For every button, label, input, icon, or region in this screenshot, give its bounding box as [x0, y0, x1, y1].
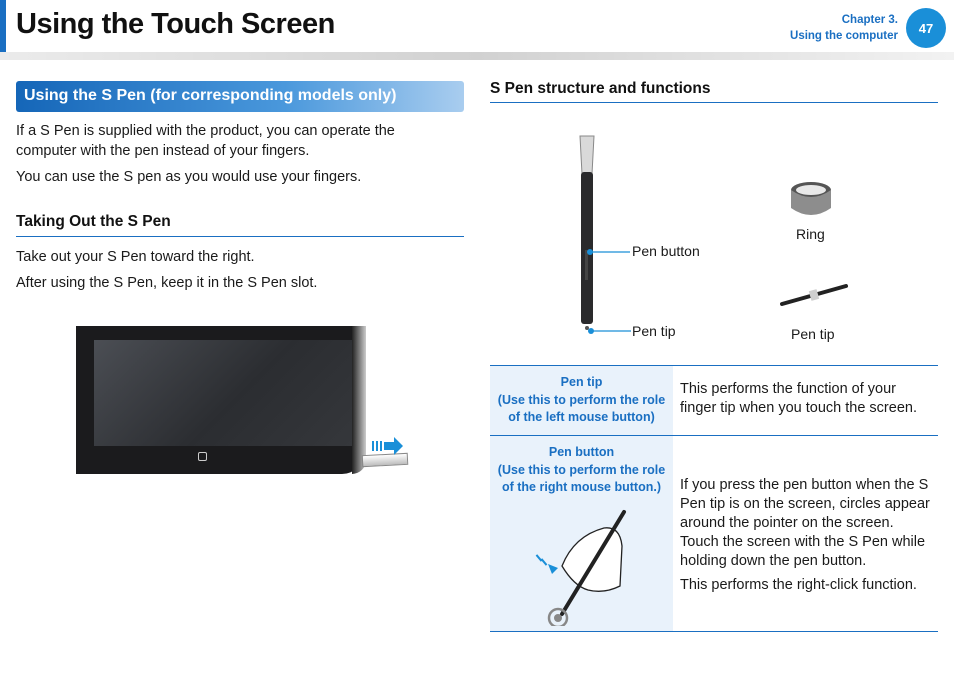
tablet-illustration — [76, 326, 366, 476]
tablet-screen — [94, 340, 352, 446]
section-banner: Using the S Pen (for corresponding models only) — [16, 81, 464, 112]
pen-tip-part-icon — [780, 282, 850, 308]
description-text: This performs the function of your finger tip when you touch the screen. — [680, 381, 917, 416]
pen-tip-leader-line — [587, 327, 631, 335]
chapter-title: Using the computer — [790, 30, 898, 42]
header-accent-bar — [0, 0, 6, 52]
taking-out-rule — [16, 236, 464, 237]
intro-paragraph-2: You can use the S pen as you would use your fingers. — [16, 169, 362, 185]
pen-button-leader-line — [586, 248, 630, 256]
structure-rule — [490, 102, 938, 103]
label-note: (Use this to perform the role of the left mouse button) — [497, 392, 666, 424]
intro-paragraph-1: If a S Pen is supplied with the product, you can operate the computer with the pen instead of your fingers. — [16, 123, 395, 159]
chapter-number: Chapter 3. — [841, 14, 898, 26]
table-label-cell — [490, 436, 673, 631]
label-title: Pen tip — [560, 375, 603, 389]
pull-right-arrow-icon — [372, 436, 404, 456]
label-title: Pen button — [548, 445, 615, 459]
label-note: (Use this to perform the role of the right mouse button.) — [497, 462, 666, 494]
header-divider — [0, 52, 954, 60]
pen-tip-callout: Pen tip — [632, 323, 676, 339]
chapter-label — [790, 12, 898, 44]
table-row — [490, 436, 938, 632]
taking-out-paragraph-2: After using the S Pen, keep it in the S Pen slot. — [16, 275, 318, 291]
page-title: Using the Touch Screen — [16, 8, 335, 40]
pen-button-callout: Pen button — [632, 243, 700, 259]
pen-tip-part-callout: Pen tip — [791, 326, 835, 342]
taking-out-paragraph-1: Take out your S Pen toward the right. — [16, 249, 255, 265]
hand-holding-pen-icon — [534, 506, 634, 626]
table-label-cell — [490, 366, 673, 435]
s-pen-icon — [574, 132, 604, 332]
ring-icon — [786, 178, 836, 220]
ring-callout: Ring — [796, 226, 825, 242]
function-table — [490, 365, 938, 632]
windows-key-icon — [198, 452, 207, 461]
tablet-edge — [352, 326, 366, 474]
description-text: This performs the right-click function. — [680, 577, 917, 593]
structure-heading: S Pen structure and functions — [490, 80, 711, 97]
page-number-badge: 47 — [906, 8, 946, 48]
table-description-cell — [673, 366, 938, 435]
table-description-cell — [673, 436, 938, 631]
table-row — [490, 366, 938, 436]
description-text: If you press the pen button when the S Pen tip is on the screen, circles appear around the pointer on the screen. Touch the screen with the S Pen while holding down the pen button. — [680, 477, 930, 569]
taking-out-heading: Taking Out the S Pen — [16, 213, 171, 230]
